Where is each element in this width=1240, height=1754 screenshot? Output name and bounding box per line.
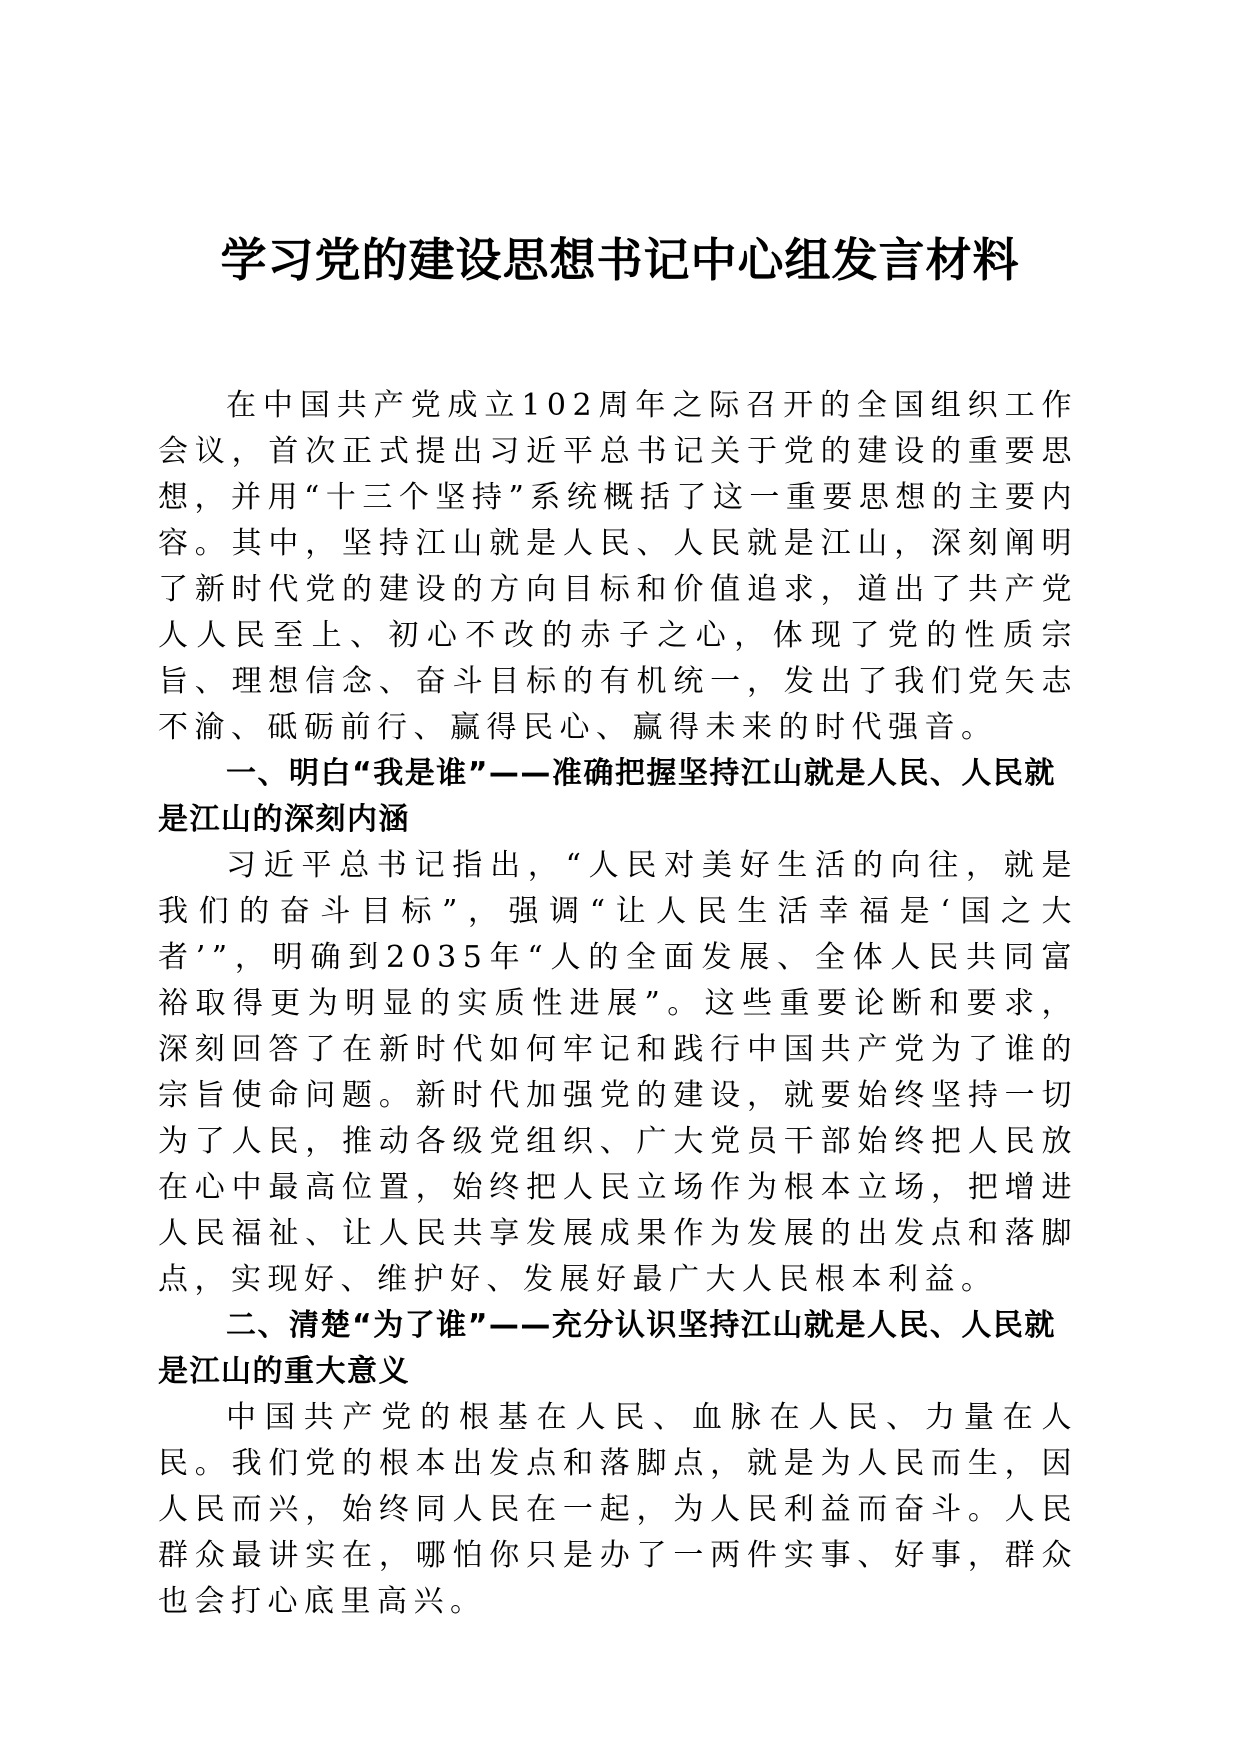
section-1-paragraph: 习近平总书记指出，“人民对美好生活的向往，就是我们的奋斗目标”，强调“让人民生活幸福是‘国之大者’”，明确到2035年“人的全面发展、全体人民共同富裕取得更为明显的实质性进展”。这些重要论断和要求，深刻回答了在新时代如何牢记和践行中国共产党为了谁的宗旨使命问题。新时代加强党的建设，就要始终坚持一切为了人民，推动各级党组织、广大党员干部始终把人民放在心中最高位置，始终把人民立场作为根本立场，把增进人民福祉、让人民共享发展成果作为发展的出发点和落脚点，实现好、维护好、发展好最广大人民根本利益。 [158, 848, 1078, 1297]
intro-paragraph: 在中国共产党成立102周年之际召开的全国组织工作会议，首次正式提出习近平总书记关于党的建设的重要思想，并用“十三个坚持”系统概括了这一重要思想的主要内容。其中，坚持江山就是人民、人民就是江山，深刻阐明了新时代党的建设的方向目标和价值追求，道出了共产党人人民至上、初心不改的赤子之心，体现了党的性质宗旨、理想信念、奋斗目标的有机统一，发出了我们党矢志不渝、砥砺前行、赢得民心、赢得未来的时代强音。 [158, 388, 1078, 745]
document-body [158, 383, 1078, 1625]
section-2-paragraph: 中国共产党的根基在人民、血脉在人民、力量在人民。我们党的根本出发点和落脚点，就是为人民而生，因人民而兴，始终同人民在一起，为人民利益而奋斗。人民群众最讲实在，哪怕你只是办了一两件实事、好事，群众也会打心底里高兴。 [158, 1400, 1078, 1619]
section-heading-1: 一、明白“我是谁”——准确把握坚持江山就是人民、人民就是江山的深刻内涵 [158, 756, 1056, 837]
document-title: 学习党的建设思想书记中心组发言材料 [220, 233, 1020, 287]
section-heading-2: 二、清楚“为了谁”——充分认识坚持江山就是人民、人民就是江山的重大意义 [158, 1308, 1056, 1389]
